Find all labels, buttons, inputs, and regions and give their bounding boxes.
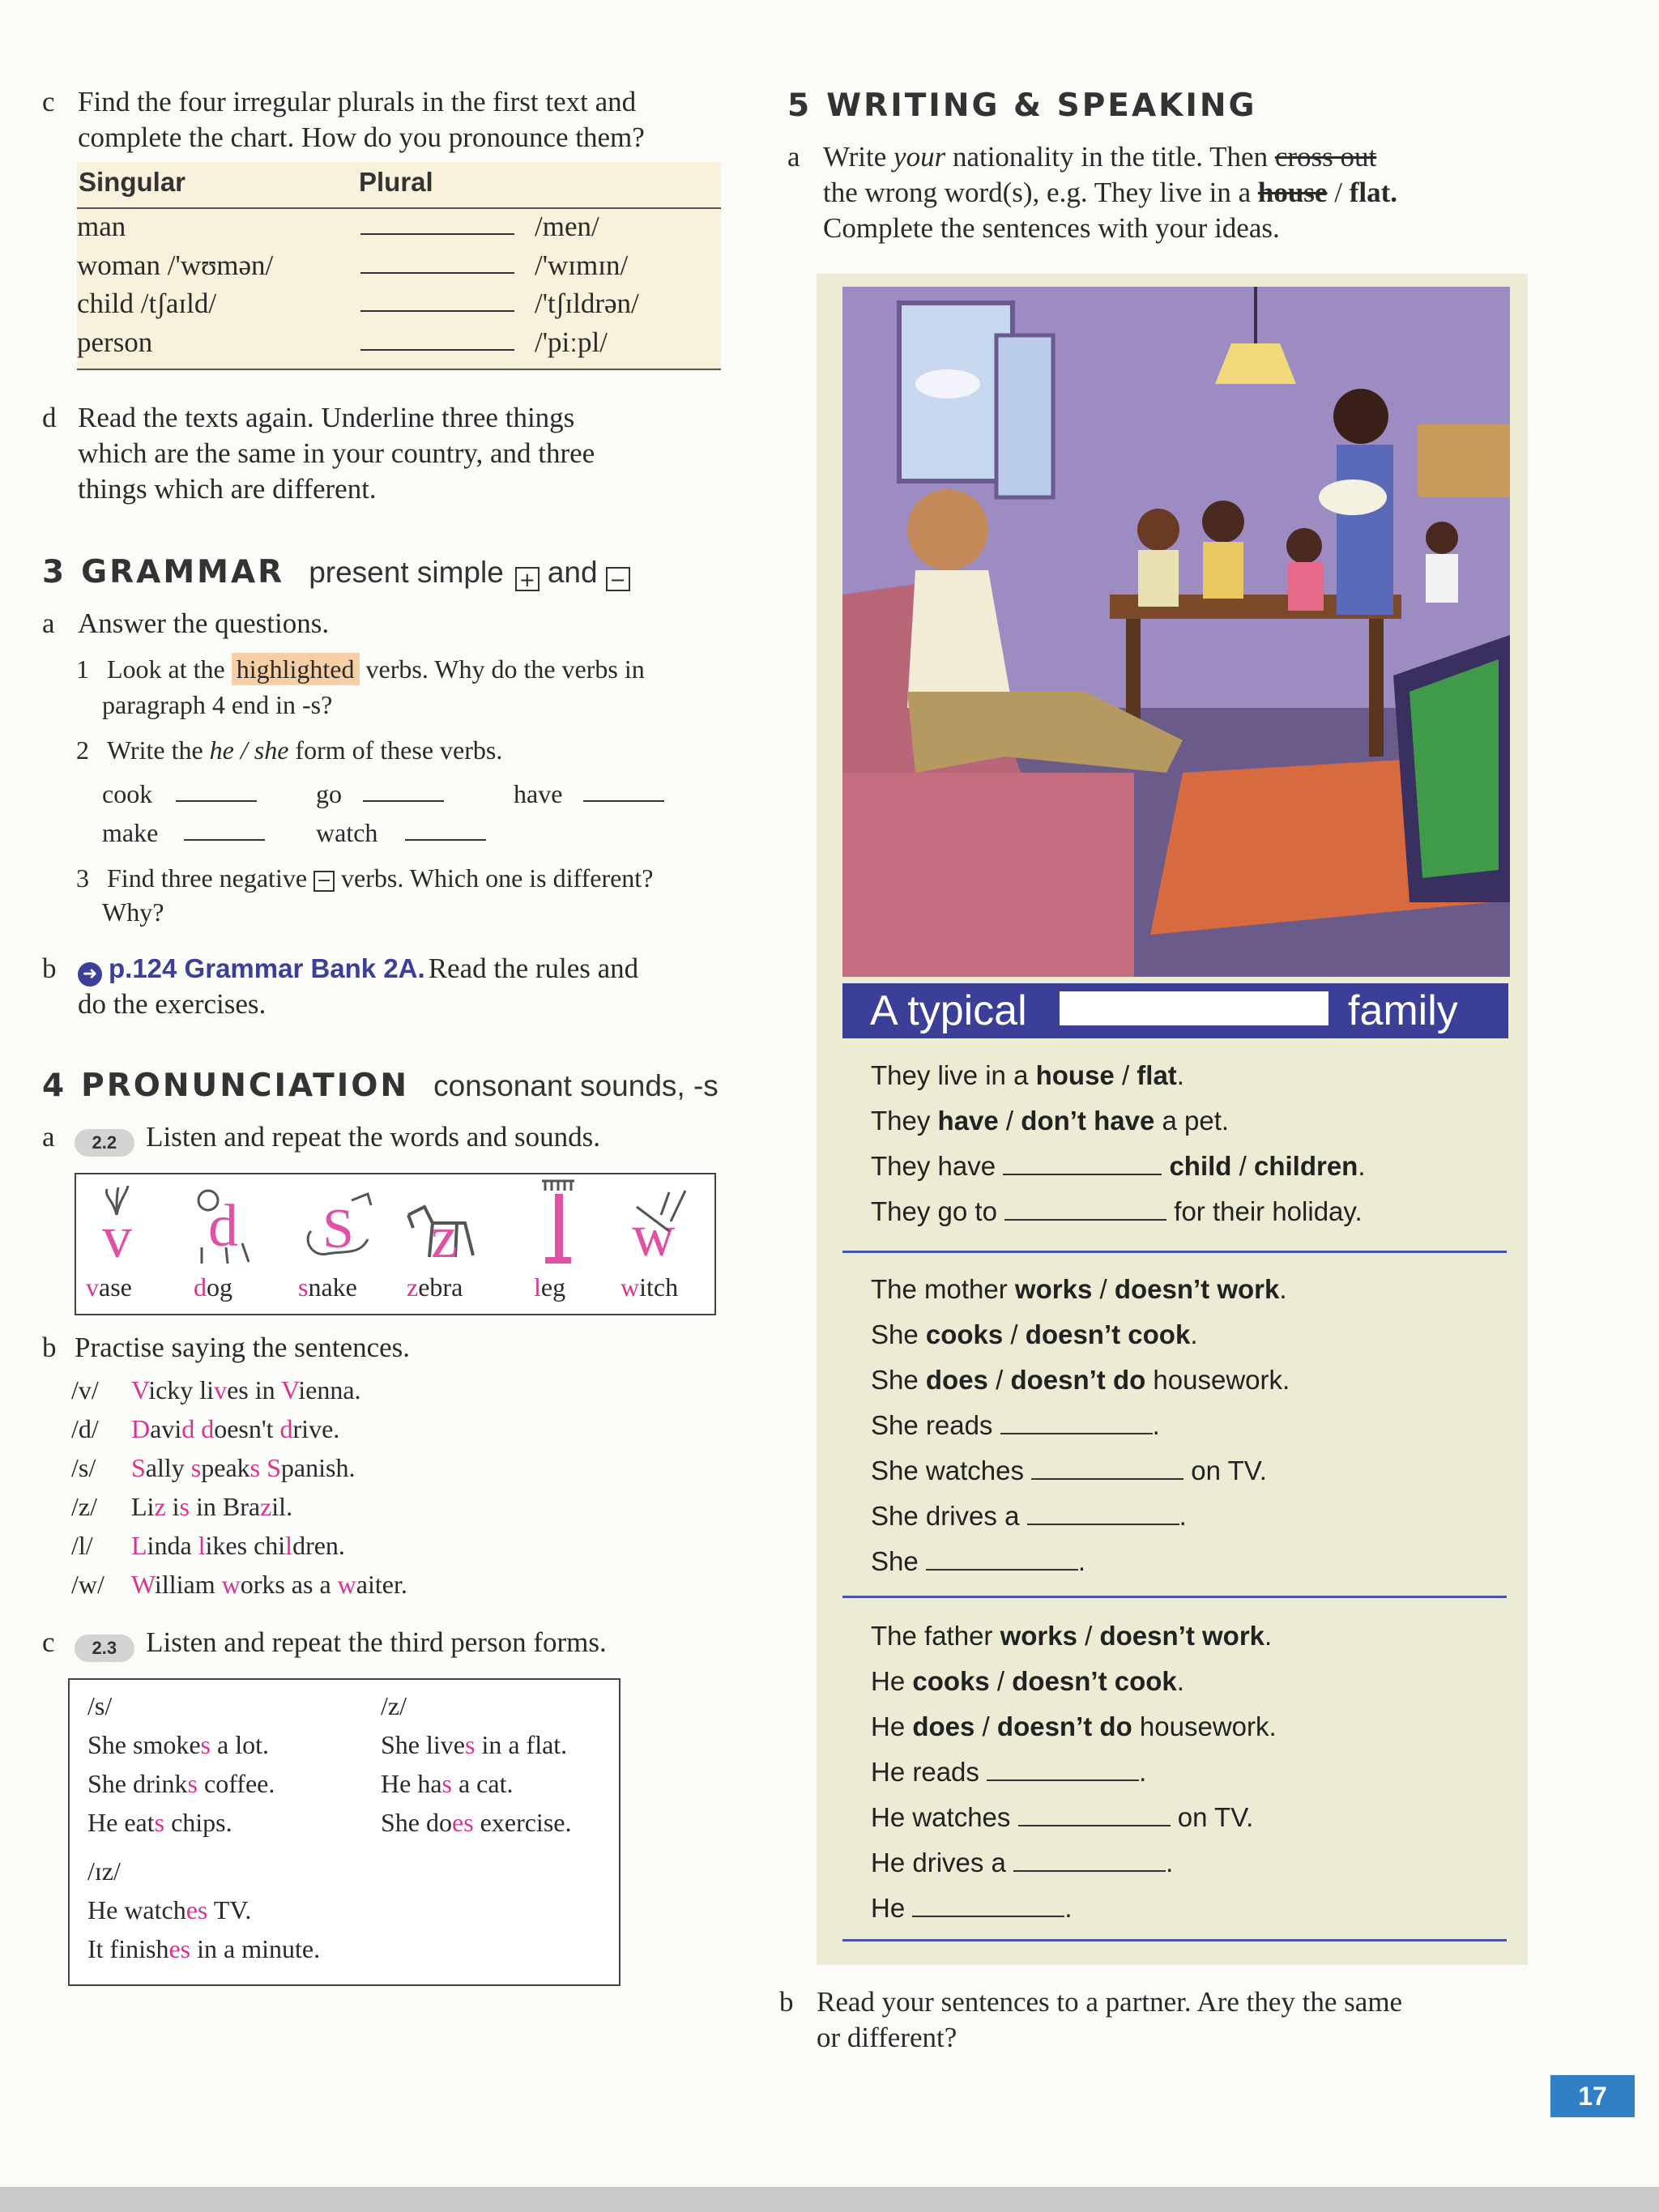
- section-title: WRITING & SPEAKING: [826, 87, 1257, 124]
- question-emphasis: he / she: [209, 735, 289, 765]
- question-text: Look at the: [107, 654, 225, 684]
- highlighted-word: highlighted: [232, 653, 360, 685]
- practice-sentence: Liz is in Brazil.: [131, 1492, 293, 1521]
- verb-go: go: [316, 779, 342, 808]
- sound-word: zebra: [407, 1272, 463, 1302]
- exercise-letter: b: [42, 953, 57, 984]
- singular-cell: man: [77, 211, 126, 242]
- section-subtitle: consonant sounds, -s: [433, 1069, 719, 1102]
- instruction-line: complete the chart. How do you pronounce them?: [78, 121, 645, 153]
- family-sentence: They live in a house / flat.: [871, 1060, 1184, 1090]
- question-text: form of these verbs.: [295, 735, 503, 765]
- sound-pictures-box: [75, 1173, 716, 1315]
- question-text: verbs. Which one is different?: [341, 863, 654, 893]
- father-sentence: He watches on TV.: [871, 1802, 1254, 1832]
- sound-zebra: [400, 1183, 489, 1312]
- section-number: 3: [42, 554, 67, 590]
- pronunciation-exercise-c: [42, 1625, 607, 1662]
- exercise-letter: c: [42, 1626, 55, 1658]
- instruction-line: Read the texts again. Underline three things: [78, 402, 575, 433]
- sound-word: dog: [194, 1272, 232, 1302]
- father-sentence: He cooks / doesn’t cook.: [871, 1666, 1184, 1696]
- writing-exercise-b: [779, 1984, 1492, 2062]
- family-sentence: They have / don’t have a pet.: [871, 1106, 1230, 1136]
- instruction-line: do the exercises.: [78, 988, 267, 1020]
- plural-pronunciation: /men/: [535, 211, 599, 242]
- title-right: family: [1348, 987, 1458, 1034]
- instruction-line: Read your sentences to a partner. Are they the same: [817, 1986, 1403, 2018]
- exercise-letter: a: [787, 141, 800, 173]
- svg-text:S: S: [322, 1198, 354, 1260]
- ipa-symbol: /s/: [71, 1453, 96, 1482]
- verb-have: have: [514, 779, 563, 808]
- instruction-line: the wrong word(s), e.g. They live in a house / flat.: [823, 177, 1397, 208]
- witch-icon: [621, 1183, 710, 1272]
- column-head-z: /z/: [381, 1691, 407, 1720]
- chart-header-singular: Singular: [79, 167, 186, 197]
- ipa-symbol: /v/: [71, 1375, 99, 1404]
- father-sentence: He reads .: [871, 1757, 1147, 1787]
- verb-blank[interactable]: [583, 800, 664, 802]
- divider: [842, 1251, 1507, 1253]
- verb-make: make: [102, 818, 159, 847]
- grammar-exercise-a: [42, 606, 739, 930]
- instruction-text: Practise saying the sentences.: [75, 1332, 411, 1363]
- example-sentence: He has a cat.: [381, 1769, 514, 1798]
- audio-track-badge[interactable]: 2.2: [75, 1129, 135, 1157]
- mother-sentence: She reads .: [871, 1410, 1160, 1440]
- sound-witch: [621, 1183, 710, 1312]
- section-title: GRAMMAR: [81, 554, 285, 590]
- ipa-symbol: /l/: [71, 1531, 93, 1560]
- pronunciation-exercise-a: [42, 1119, 600, 1157]
- pronunciation-section-heading: [42, 1068, 719, 1104]
- father-sentence: He does / doesn’t do housework.: [871, 1711, 1277, 1741]
- page-number: 17: [1578, 2082, 1607, 2111]
- column-head-iz: /ɪz/: [87, 1856, 121, 1886]
- exercise-letter: a: [42, 607, 55, 639]
- example-sentence: It finishes in a minute.: [87, 1934, 321, 1963]
- sentence-row: [71, 1565, 104, 1604]
- plus-icon: +: [515, 567, 539, 591]
- example-sentence: He eats chips.: [87, 1808, 232, 1837]
- family-illustration: [842, 287, 1510, 977]
- verb-blank[interactable]: [363, 800, 444, 802]
- and-text: and: [547, 556, 598, 589]
- exercise-letter: c: [42, 86, 55, 117]
- question-number: 3: [76, 863, 89, 893]
- practice-sentence: Linda likes children.: [131, 1531, 345, 1560]
- verb-watch: watch: [316, 818, 378, 847]
- question-1: [76, 651, 645, 687]
- dog-icon: [186, 1183, 267, 1272]
- instruction-text: Read the rules and: [428, 953, 639, 984]
- mother-sentence: She watches on TV.: [871, 1455, 1267, 1485]
- instruction-text: Listen and repeat the third person forms.: [146, 1626, 607, 1658]
- writing-exercise-a: [787, 139, 1484, 253]
- father-sentence: The father works / doesn’t work.: [871, 1621, 1273, 1651]
- instruction-line: or different?: [817, 2022, 957, 2053]
- example-sentence: He watches TV.: [87, 1895, 252, 1924]
- divider: [842, 1939, 1507, 1941]
- family-sentence: They have child / children.: [871, 1151, 1366, 1181]
- page-number-tab: [1550, 2075, 1635, 2117]
- question-text: verbs. Why do the verbs in: [365, 654, 645, 684]
- svg-text:w: w: [632, 1203, 676, 1269]
- question-text: Find three negative: [107, 863, 308, 893]
- nationality-blank[interactable]: [1060, 991, 1328, 1025]
- svg-text:z: z: [431, 1204, 458, 1271]
- section-subtitle: present simple: [309, 556, 504, 589]
- question-3: [76, 860, 653, 896]
- example-sentence: She drinks coffee.: [87, 1769, 275, 1798]
- mother-sentence: She drives a .: [871, 1501, 1187, 1531]
- instruction-line: things which are different.: [78, 473, 377, 505]
- svg-text:v: v: [102, 1204, 132, 1271]
- zebra-icon: [400, 1183, 489, 1272]
- instruction-text: Listen and repeat the words and sounds.: [146, 1121, 600, 1153]
- instruction-line: which are the same in your country, and three: [78, 437, 595, 469]
- example-sentence: She does exercise.: [381, 1808, 572, 1837]
- question-text: Write the: [107, 735, 203, 765]
- mother-sentence: She .: [871, 1546, 1086, 1576]
- practice-sentence: Vicky lives in Vienna.: [131, 1375, 361, 1404]
- plural-pronunciation: /'wɪmɪn/: [535, 249, 629, 281]
- plurals-chart: [77, 162, 721, 371]
- instruction-line: Write your nationality in the title. Then cross out: [823, 141, 1377, 173]
- exercise-2d: [42, 400, 731, 514]
- sound-word: witch: [621, 1272, 679, 1302]
- singular-cell: woman /'wʊmən/: [77, 249, 274, 281]
- answer-blank[interactable]: [360, 233, 514, 235]
- leg-icon: [518, 1178, 599, 1272]
- ipa-symbol: /z/: [71, 1492, 97, 1521]
- exercise-letter: a: [42, 1121, 55, 1153]
- question-number: 2: [76, 735, 89, 765]
- example-sentence: She lives in a flat.: [381, 1730, 568, 1759]
- sound-leg: [518, 1178, 599, 1312]
- grammar-section-heading: [42, 554, 630, 591]
- plural-pronunciation: /'tʃɪldrən/: [535, 288, 639, 319]
- singular-cell: person: [77, 326, 153, 358]
- mother-sentence: She cooks / doesn’t cook.: [871, 1319, 1198, 1349]
- writing-section-heading: [787, 87, 1257, 124]
- audio-track-badge[interactable]: 2.3: [75, 1634, 135, 1662]
- instruction-line: Find the four irregular plurals in the first text and: [78, 86, 637, 117]
- grammar-bank-link-text[interactable]: p.124 Grammar Bank 2A.: [109, 953, 425, 983]
- example-sentence: She smokes a lot.: [87, 1730, 269, 1759]
- ipa-symbol: /w/: [71, 1570, 104, 1599]
- snake-icon: [295, 1183, 384, 1272]
- sentence-row: [71, 1526, 93, 1565]
- instruction-line: Complete the sentences with your ideas.: [823, 212, 1280, 244]
- chart-header-plural: Plural: [359, 167, 433, 197]
- sound-vase: [84, 1183, 149, 1312]
- divider: [842, 1596, 1507, 1598]
- answer-blank[interactable]: [360, 310, 514, 312]
- minus-icon: −: [606, 567, 630, 591]
- sound-word: snake: [298, 1272, 357, 1302]
- practice-sentence: Sally speaks Spanish.: [131, 1453, 356, 1482]
- svg-text:d: d: [208, 1193, 238, 1259]
- pronunciation-exercise-b: [42, 1330, 739, 1605]
- verb-blank[interactable]: [176, 800, 257, 802]
- answer-blank[interactable]: [360, 349, 514, 351]
- practice-sentence: David doesn't drive.: [131, 1414, 340, 1443]
- singular-cell: child /tʃaɪld/: [77, 288, 217, 319]
- sentence-row: [71, 1370, 99, 1409]
- sound-dog: [186, 1183, 267, 1312]
- verb-cook: cook: [102, 779, 153, 808]
- section-title: PRONUNCIATION: [81, 1068, 410, 1104]
- third-person-forms-box: [68, 1678, 621, 1986]
- sentence-row: [71, 1448, 96, 1487]
- arrow-circle-icon: ➜: [78, 962, 102, 987]
- minus-icon: −: [313, 871, 335, 892]
- scan-bottom-edge: [0, 2187, 1659, 2212]
- family-sentence: They go to for their holiday.: [871, 1196, 1363, 1226]
- verb-blank[interactable]: [405, 839, 486, 841]
- grammar-exercise-b: [42, 951, 739, 1025]
- plural-pronunciation: /'piːpl/: [535, 326, 608, 358]
- living-room-illustration: [842, 287, 1510, 977]
- mother-sentence: She does / doesn’t do housework.: [871, 1365, 1290, 1395]
- father-sentence: He drives a .: [871, 1848, 1174, 1877]
- exercise-letter: b: [42, 1332, 57, 1363]
- exercise-letter: d: [42, 402, 57, 433]
- sound-word: leg: [534, 1272, 566, 1302]
- mother-sentence: The mother works / doesn’t work.: [871, 1274, 1287, 1304]
- instruction-line: Answer the questions.: [78, 607, 330, 639]
- answer-blank[interactable]: [360, 272, 514, 274]
- question-text: Why?: [102, 897, 164, 927]
- vase-icon: [84, 1183, 149, 1272]
- practice-sentence: William works as a waiter.: [131, 1570, 407, 1599]
- family-title-bar: [842, 983, 1508, 1038]
- sentence-row: [71, 1487, 97, 1526]
- column-head-s: /s/: [87, 1691, 113, 1720]
- father-sentence: He .: [871, 1893, 1073, 1923]
- question-number: 1: [76, 654, 89, 684]
- ipa-symbol: /d/: [71, 1414, 99, 1443]
- sentence-row: [71, 1409, 99, 1448]
- section-number: 5: [787, 87, 812, 124]
- title-left: A typical: [870, 987, 1027, 1034]
- sound-snake: [295, 1183, 384, 1312]
- section-number: 4: [42, 1068, 67, 1104]
- question-2: [76, 732, 502, 768]
- verb-blank[interactable]: [184, 839, 265, 841]
- sound-word: vase: [86, 1272, 132, 1302]
- question-text: paragraph 4 end in -s?: [102, 690, 333, 719]
- exercise-letter: b: [779, 1986, 794, 2018]
